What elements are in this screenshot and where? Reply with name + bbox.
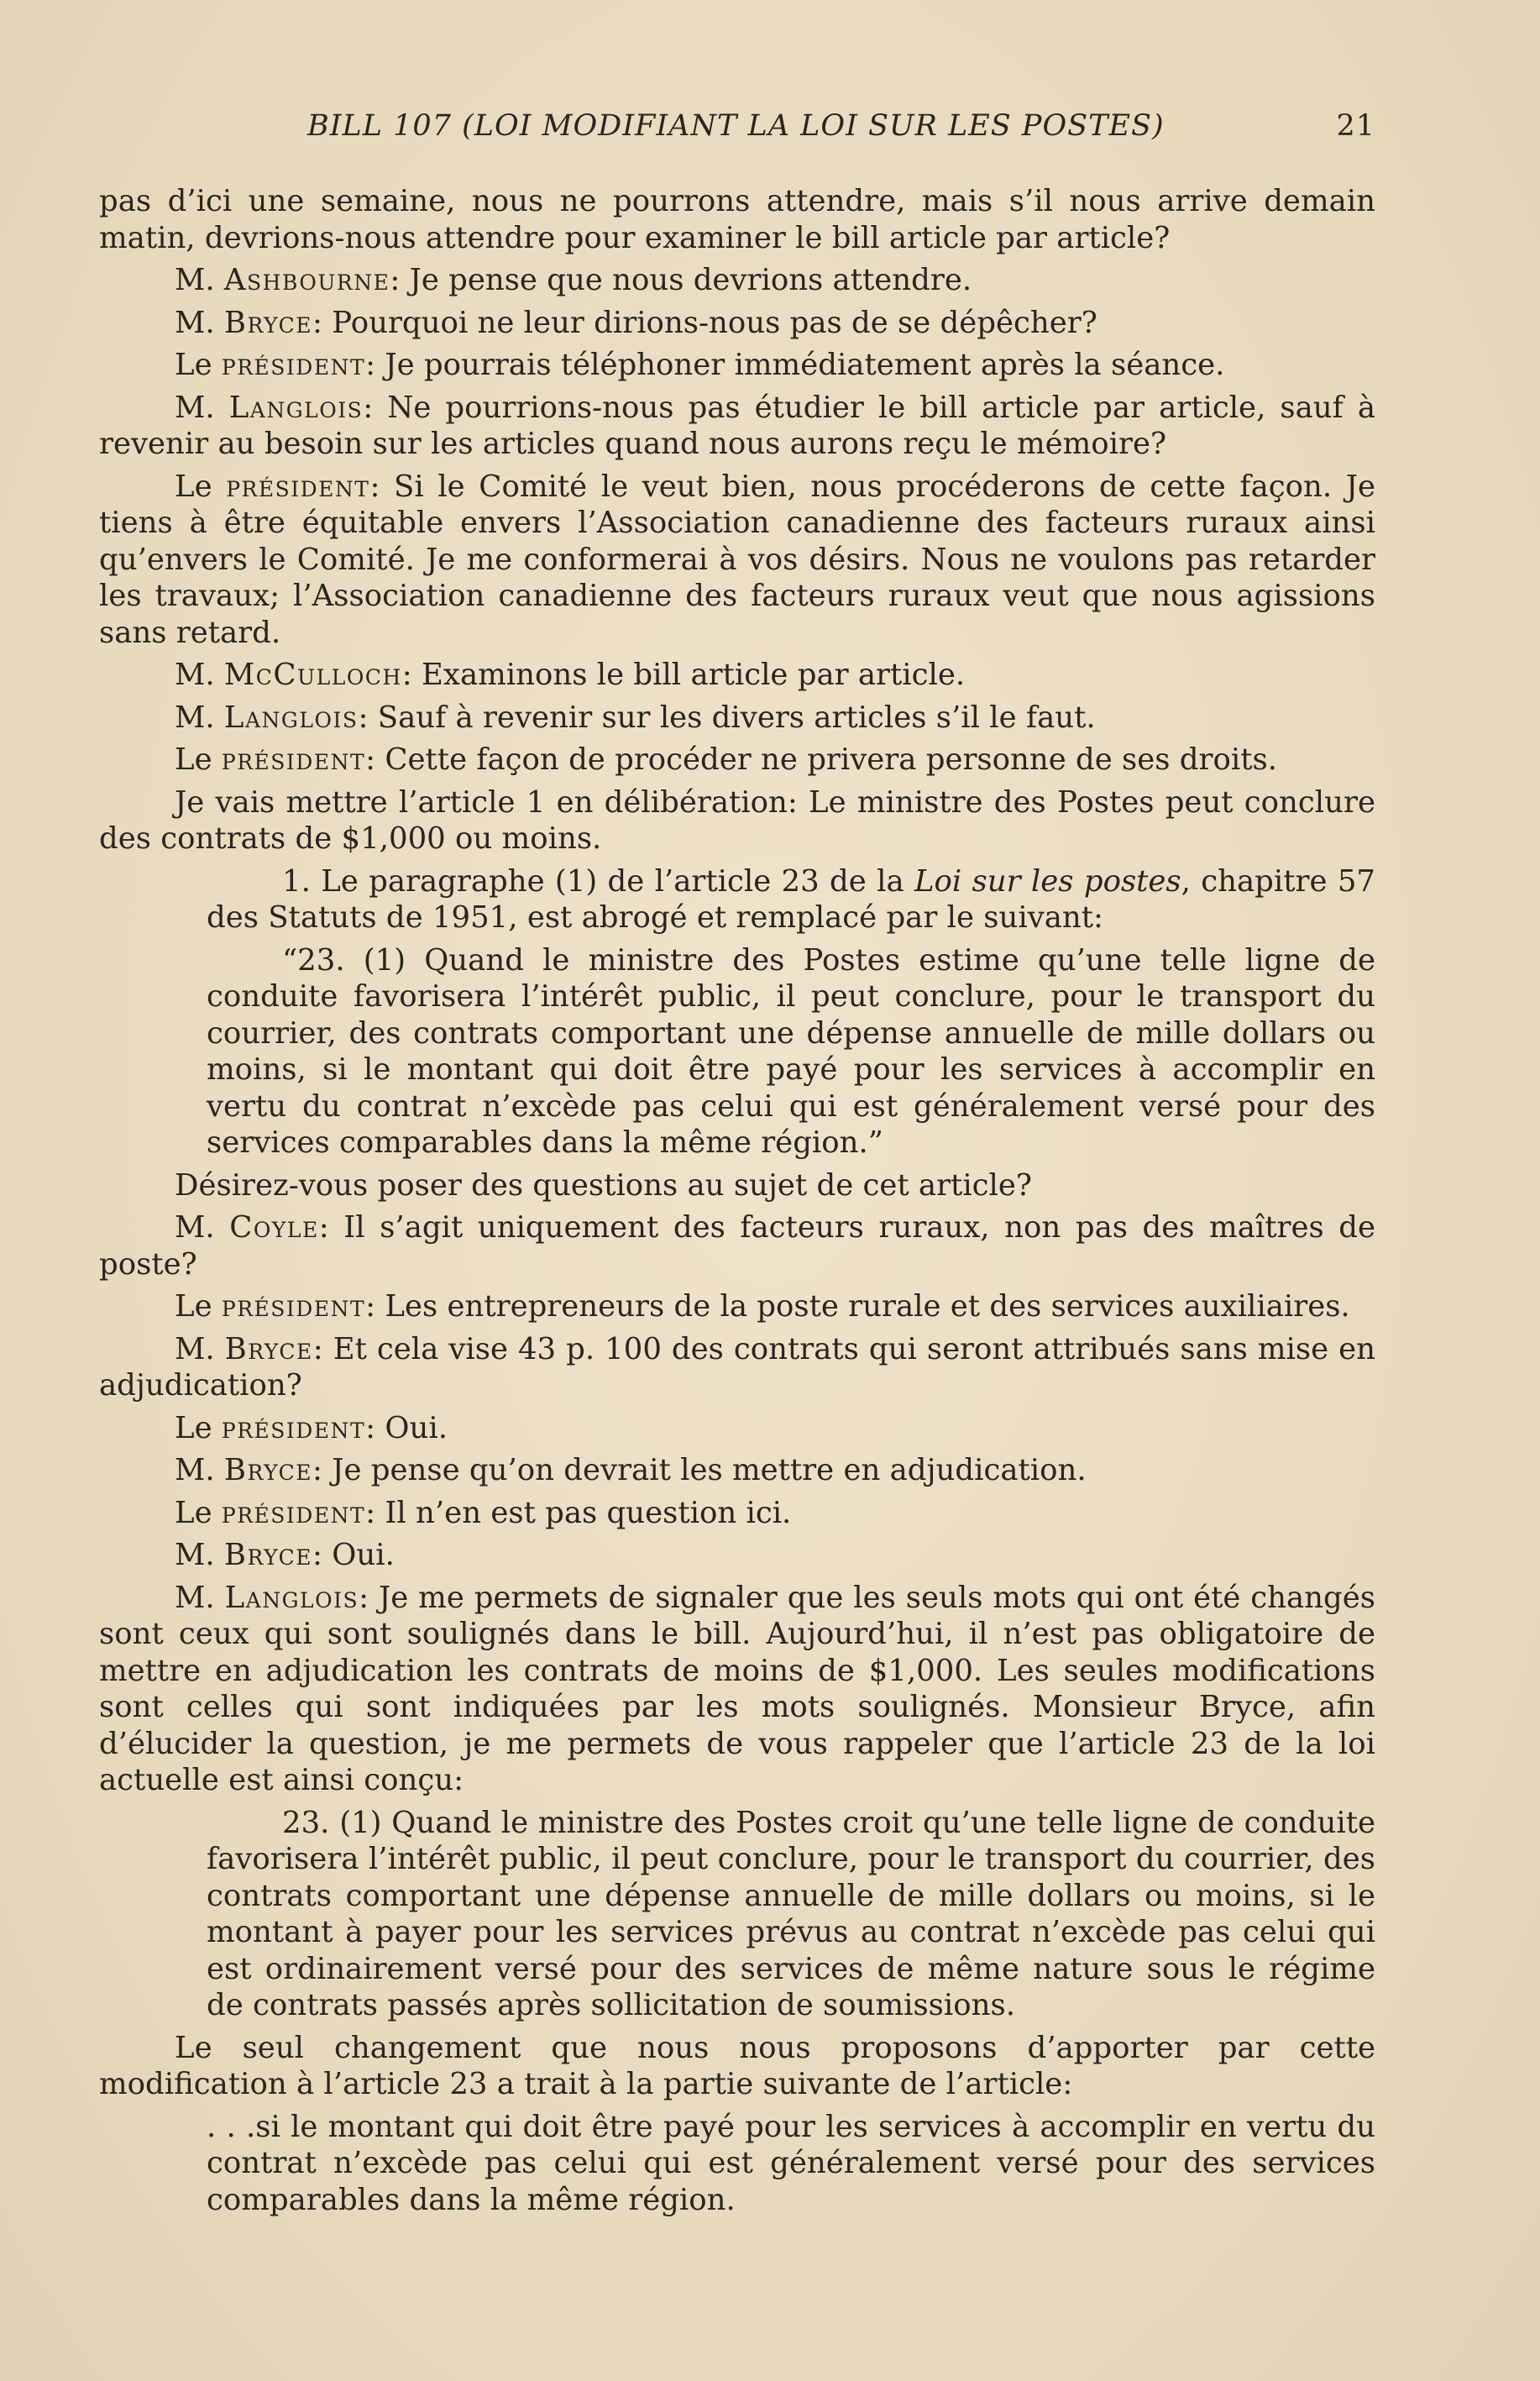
speech-bryce <box>99 1452 1375 1489</box>
speech-bryce <box>99 1537 1375 1574</box>
text-run: : Oui. <box>365 1410 448 1445</box>
text-run: Je vais mettre l’article 1 en délibération: Le ministre des Postes peut conclure des contrats de $1,000 ou moins. <box>99 784 1375 856</box>
running-header <box>307 109 1375 153</box>
text-run: : Je me permets de signaler que les seuls mots qui ont été changés sont ceux qui sont soulignés dans le bill. Aujourd’hui, il n’est pas obligatoire de mettre en adjudication les contrats de moins de $1,000. Les seules modifications sont celles qui sont indiquées par les mots soulignés. Monsieur Bryce, afin d’élucider la question, je me permets de vous rappeler que l’article 23 de la loi actuelle est ainsi conçu: <box>99 1580 1375 1797</box>
speech-mcculloch <box>99 657 1375 694</box>
text-run: Désirez-vous poser des questions au sujet de cet article? <box>175 1167 1032 1203</box>
bill-clause <box>207 863 1375 936</box>
speaker-name: président <box>221 1410 366 1445</box>
text-run: : Sauf à revenir sur les divers articles s’il le faut. <box>358 700 1096 735</box>
speaker-name: président <box>221 1495 366 1530</box>
text-run: M. <box>175 305 224 340</box>
text-run: M. <box>175 1331 225 1366</box>
text-run: M. <box>175 1538 224 1572</box>
text-run: M. <box>175 1453 224 1487</box>
text-run: : Je pense qu’on devrait les mettre en adjudication. <box>312 1453 1087 1487</box>
speech-langlois <box>99 700 1375 737</box>
speech-president <box>99 347 1375 384</box>
text-run: , chapitre 57 des Statuts de 1951, est abrogé et remplacé par le suivant: <box>207 863 1375 935</box>
text-run: Le <box>175 348 222 382</box>
paragraph <box>99 784 1375 857</box>
text-run: : Ne pourrions-nous pas étudier le bill article par article, sauf à revenir au besoin sur les articles quand nous aurons reçu le mémoire? <box>99 390 1376 461</box>
speaker-name: Bryce <box>224 1331 313 1366</box>
speech-langlois <box>99 390 1375 463</box>
speaker-name: président <box>221 1289 366 1324</box>
speech-bryce <box>99 305 1375 342</box>
text-run: M. <box>175 1210 230 1245</box>
text-run: Le <box>175 469 227 504</box>
speaker-name: Coyle <box>229 1210 319 1245</box>
text-run: M. <box>175 700 224 735</box>
speaker-name: Bryce <box>223 1538 313 1572</box>
text-run: : Je pourrais téléphoner immédiatement après la séance. <box>365 348 1225 382</box>
speech-president <box>99 469 1375 652</box>
speaker-name: Bryce <box>223 305 313 340</box>
text-run: : Les entrepreneurs de la poste rurale et des services auxiliaires. <box>365 1289 1350 1324</box>
speech-president <box>99 1495 1375 1532</box>
speaker-name: Langlois <box>224 1580 359 1615</box>
header-title: BILL 107 (LOI MODIFIANT LA LOI SUR LES POSTES) <box>307 109 1165 143</box>
text-run: : Je pense que nous devrions attendre. <box>390 263 972 297</box>
text-run: “23. (1) Quand le ministre des Postes estime qu’une telle ligne de conduite favorisera l’intérêt public, il peut conclure, pour le transport du courrier, des contrats comportant une dépense annuelle de mille dollars ou moins, si le montant qui doit être payé pour les services à accomplir en vertu du contrat n’excède pas celui qui est généralement versé pour des services comparables dans la même région.” <box>207 942 1375 1160</box>
text-run: Le <box>175 1410 222 1445</box>
speech-coyle <box>99 1209 1375 1282</box>
text-run: Le <box>175 1289 222 1324</box>
text-run: : Pourquoi ne leur dirions-nous pas de se dépêcher? <box>312 305 1097 340</box>
text-run: : Et cela vise 43 p. 100 des contrats qui seront attribués sans mise en adjudication? <box>99 1331 1376 1403</box>
text-run: 23. (1) Quand le ministre des Postes croit qu’une telle ligne de conduite favorisera l’intérêt public, il peut conclure, pour le transport du courrier, des contrats comportant une dépense annuelle de mille dollars ou moins, si le montant à payer pour les services prévus au contrat n’excède pas celui qui est ordinairement versé pour des services de même nature sous le régime de contrats passés après sollicitation de soumissions. <box>207 1805 1375 2022</box>
paragraph <box>99 1167 1375 1204</box>
speech-president <box>99 1410 1375 1447</box>
speaker-name: président <box>221 348 366 382</box>
text-run: M. <box>175 390 229 425</box>
speaker-name: Langlois <box>223 700 359 735</box>
speech-president <box>99 742 1375 779</box>
body-text <box>99 183 1375 2224</box>
speech-langlois <box>99 1580 1375 1799</box>
speaker-name: Ashbourne <box>223 263 390 297</box>
text-run: : Il s’agit uniquement des facteurs ruraux, non pas des maîtres de poste? <box>99 1210 1375 1282</box>
text-run: : Si le Comité le veut bien, nous procéderons de cette façon. Je tiens à être équitable envers l’Association canadienne des facteurs ruraux ainsi qu’envers le Comité. Je me conformerai à vos désirs. Nous ne voulons pas retarder les travaux; l’Association canadienne des facteurs ruraux veut que nous agissions sans retard. <box>99 469 1375 650</box>
text-run: Le <box>175 1495 222 1530</box>
statute-title: Loi sur les postes <box>914 863 1181 899</box>
text-run: pas d’ici une semaine, nous ne pourrons attendre, mais s’il nous arrive demain matin, devrions-nous attendre pour examiner le bill article par article? <box>99 184 1375 255</box>
speech-bryce <box>99 1331 1375 1404</box>
speaker-name: Bryce <box>223 1453 313 1487</box>
text-run: Le seul changement que nous nous proposons d’apporter par cette modification à l’article 23 a trait à la partie suivante de l’article: <box>99 2030 1375 2101</box>
quoted-section <box>207 942 1375 1162</box>
text-run: 1. Le paragraphe (1) de l’article 23 de la <box>282 863 914 899</box>
speaker-name: McCulloch <box>223 658 402 692</box>
text-run: Le <box>175 742 222 777</box>
text-run: : Cette façon de procéder ne privera personne de ses droits. <box>365 742 1277 777</box>
speaker-name: président <box>221 742 366 777</box>
speaker-name: président <box>226 469 370 504</box>
quoted-section <box>207 1805 1375 2024</box>
paragraph <box>99 2030 1375 2103</box>
speech-president <box>99 1288 1375 1325</box>
text-run: M. <box>175 263 224 297</box>
paragraph <box>99 183 1375 256</box>
text-run: M. <box>175 658 224 692</box>
text-run: . . .si le montant qui doit être payé pour les services à accomplir en vertu du contrat n’excède pas celui qui est généralement versé pour des services comparables dans la même région. <box>207 2109 1375 2217</box>
page-number: 21 <box>1336 109 1375 143</box>
speaker-name: Langlois <box>228 390 364 425</box>
text-run: : Oui. <box>312 1538 395 1572</box>
speech-ashbourne <box>99 262 1375 299</box>
text-run: : Examinons le bill article par article. <box>401 658 966 692</box>
text-run: : Il n’en est pas question ici. <box>365 1495 792 1530</box>
text-run: M. <box>175 1580 225 1615</box>
quoted-excerpt <box>207 2109 1375 2219</box>
